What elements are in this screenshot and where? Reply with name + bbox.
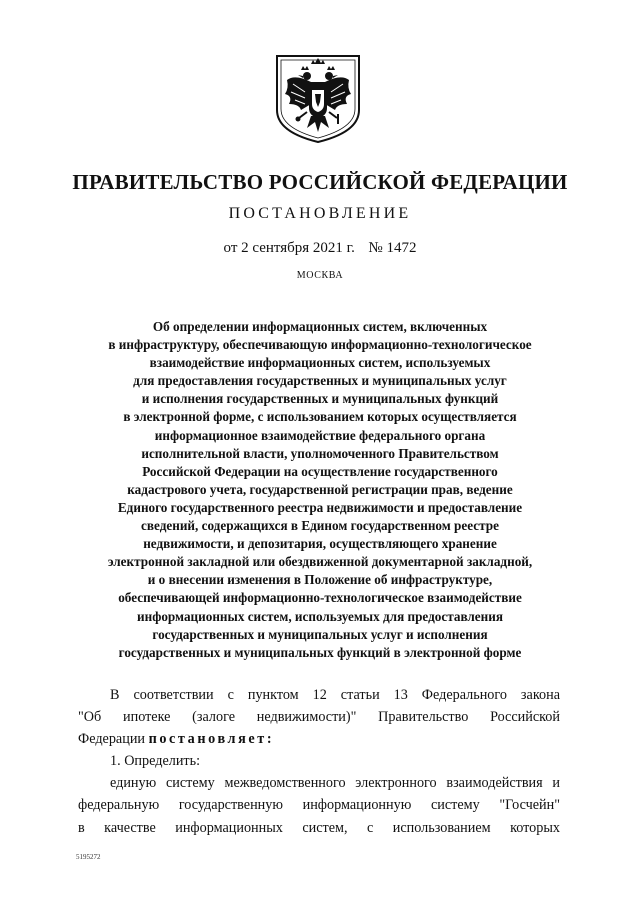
document-date: от 2 сентября 2021 г. [223, 240, 355, 256]
decree-subject: Федерации [78, 731, 146, 748]
subject-line: Единого государственного реестра недвижимости и предоставление [117, 499, 523, 515]
subject-line: Российской Федерации на осуществление государственного [142, 463, 498, 479]
body-line: федеральную государственную информационную систему "Госчейн" [78, 797, 560, 814]
subject-line: кадастрового учета, государственной регистрации прав, ведение [127, 481, 513, 497]
document-body [78, 684, 560, 839]
document-city: МОСКВА [296, 270, 344, 281]
document-number: 1472 [386, 240, 417, 256]
number-sign: № [368, 240, 383, 256]
subject-line: в инфраструктуру, обеспечивающую информационно-технологическое [108, 337, 532, 353]
item-1-heading: 1. Определить: [110, 753, 201, 770]
body-line: единую систему межведомственного электронного взаимодействия и [110, 775, 560, 792]
subject-line: недвижимости, и депозитария, осуществляющего хранение [143, 536, 497, 552]
subject-line: для предоставления государственных и муниципальных услуг [133, 373, 507, 389]
subject-line: обеспечивающей информационно-технологическое взаимодействие [118, 590, 522, 606]
document-date-number [0, 240, 640, 257]
subject-line: государственных и муниципальных услуг и исполнения [152, 626, 488, 642]
subject-line: и исполнения государственных и муниципальных функций [141, 391, 499, 407]
subject-line: и о внесении изменения в Положение об инфраструктуре, [147, 572, 493, 588]
document-subject [60, 318, 580, 662]
subject-line: сведений, содержащихся в Едином государственном реестре [141, 518, 499, 534]
subject-line: взаимодействие информационных систем, используемых [149, 355, 491, 371]
document-type: ПОСТАНОВЛЕНИЕ [228, 205, 412, 222]
body-line: в качестве информационных систем, с использованием которых [78, 819, 560, 836]
subject-line: информационное взаимодействие федерального органа [154, 427, 486, 443]
body-line: В соответствии с пунктом 12 статьи 13 Федерального закона [110, 687, 560, 703]
body-line-decree [78, 728, 560, 750]
government-title: ПРАВИТЕЛЬСТВО РОССИЙСКОЙ ФЕДЕРАЦИИ [72, 170, 568, 194]
document-code: 5195272 [76, 853, 101, 861]
subject-line: Об определении информационных систем, включенных [152, 319, 488, 334]
subject-line: государственных и муниципальных функций в электронной форме [118, 644, 522, 660]
coat-of-arms-emblem [271, 52, 365, 146]
subject-line: электронной закладной или обездвиженной документарной закладной, [107, 554, 533, 570]
subject-line: информационных систем, используемых для предоставления [137, 608, 503, 624]
body-line: "Об ипотеке (залоге недвижимости)" Правительство Российской [78, 709, 560, 726]
decree-verb: постановляет: [148, 731, 275, 748]
subject-line: исполнительной власти, уполномоченного Правительством [141, 445, 499, 461]
subject-line: в электронной форме, с использованием которых осуществляется [123, 409, 517, 425]
